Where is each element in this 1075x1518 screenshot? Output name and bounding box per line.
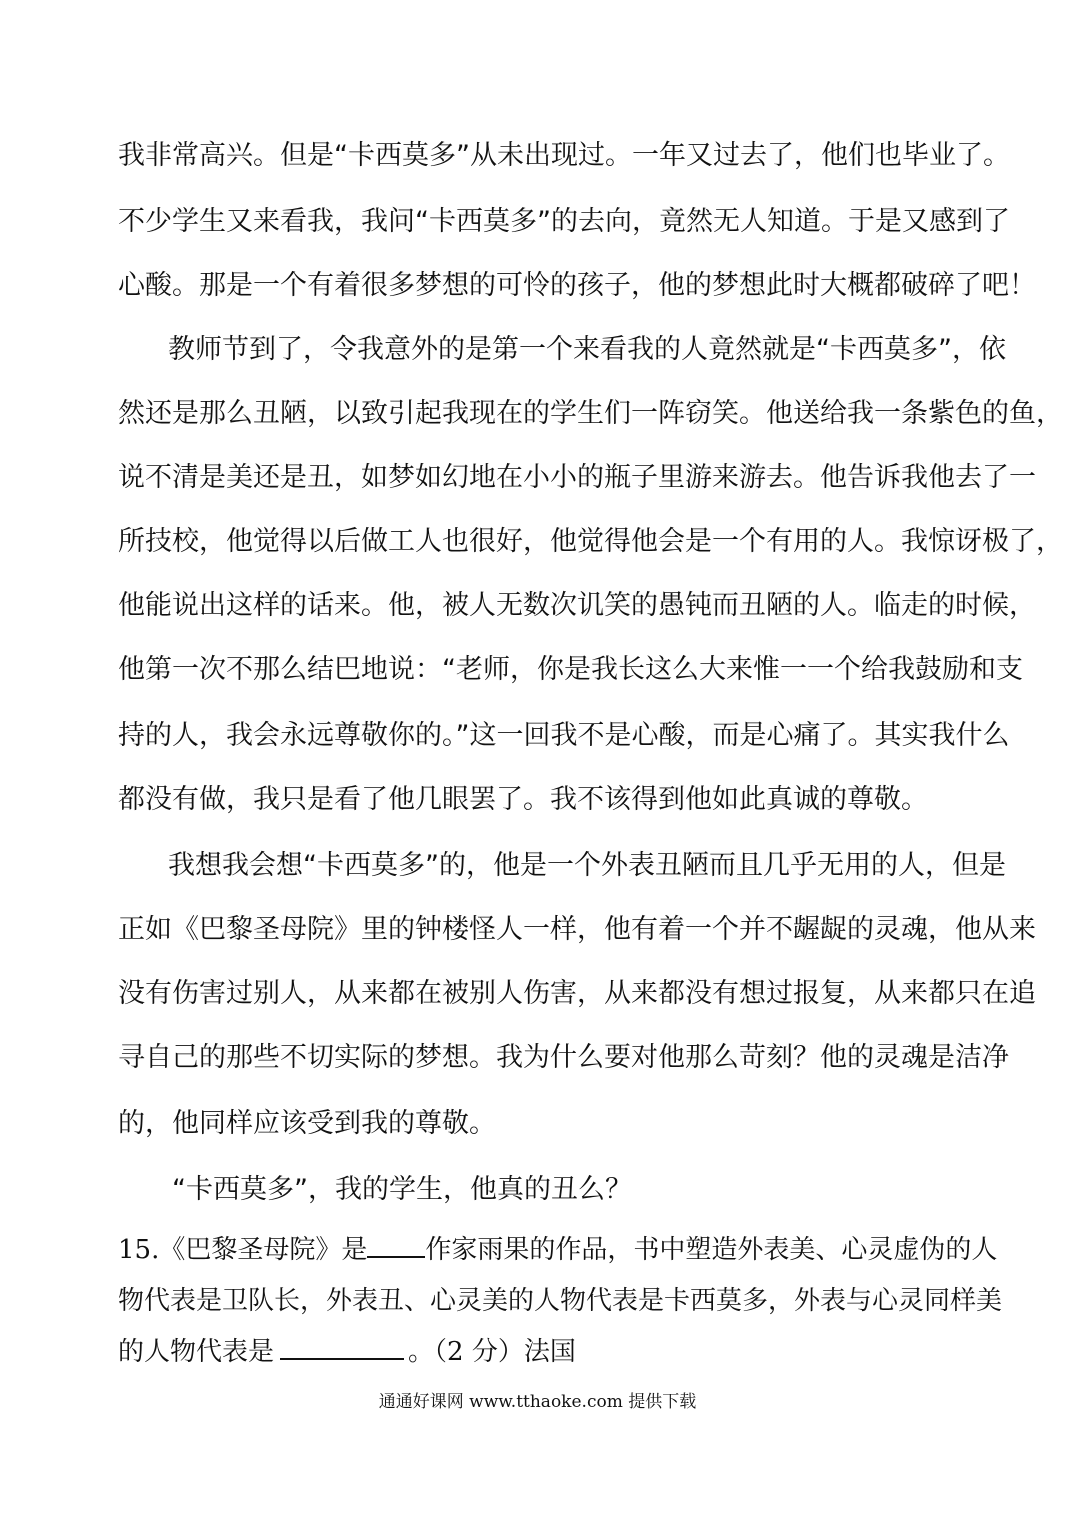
article-line-5: 然还是那么丑陋，以致引起我现在的学生们一阵窃笑。他送给我一条紫色的鱼，: [118, 398, 1063, 429]
article-line-15: 寻自己的那些不切实际的梦想。我为什么要对他那么苛刻？他的灵魂是洁净: [118, 1042, 1009, 1073]
article-line-4: 教师节到了，令我意外的是第一个来看我的人竟然就是“卡西莫多”，依: [168, 334, 1006, 365]
question-text-before-blank-1: 15.《巴黎圣母院》是: [118, 1235, 368, 1265]
article-line-14: 没有伤害过别人，从来都在被别人伤害，从来都没有想过报复，从来都只在追: [118, 978, 1036, 1009]
article-line-16: 的，他同样应该受到我的尊敬。: [118, 1108, 496, 1139]
article-line-10: 持的人，我会永远尊敬你的。”这一回我不是心酸，而是心痛了。其实我什么: [118, 720, 1010, 751]
article-line-17: “卡西莫多”，我的学生，他真的丑么？: [172, 1174, 632, 1205]
article-line-7: 所技校，他觉得以后做工人也很好，他觉得他会是一个有用的人。我惊讶极了，: [118, 526, 1063, 557]
article-line-6: 说不清是美还是丑，如梦如幻地在小小的瓶子里游来游去。他告诉我他去了一: [118, 462, 1036, 493]
question-line-2: 物代表是卫队长，外表丑、心灵美的人物代表是卡西莫多，外表与心灵同样美: [118, 1286, 1003, 1316]
question-text-after-blank-1: 作家雨果的作品，书中塑造外表美、心灵虚伪的人: [425, 1235, 998, 1265]
question-line-3: [118, 1334, 958, 1370]
question-text-before-blank-2: 的人物代表是: [118, 1337, 275, 1367]
answer-blank-2: [280, 1334, 404, 1360]
question-text-after-blank-2: 。（2 分）法国: [408, 1337, 576, 1367]
article-line-11: 都没有做，我只是看了他几眼罢了。我不该得到他如此真诚的尊敬。: [118, 784, 928, 815]
article-line-12: 我想我会想“卡西莫多”的，他是一个外表丑陋而且几乎无用的人，但是: [168, 850, 1006, 881]
article-line-13: 正如《巴黎圣母院》里的钟楼怪人一样，他有着一个并不龌龊的灵魂，他从来: [118, 914, 1036, 945]
article-line-9: 他第一次不那么结巴地说：“老师，你是我长这么大来惟一一个给我鼓励和支: [118, 654, 1023, 685]
question-line-1: [118, 1232, 998, 1268]
article-line-2: 不少学生又来看我，我问“卡西莫多”的去向，竟然无人知道。于是又感到了: [118, 206, 1010, 237]
answer-blank-1: [367, 1232, 425, 1258]
article-line-1: 我非常高兴。但是“卡西莫多”从未出现过。一年又过去了，他们也毕业了。: [118, 140, 1010, 171]
article-line-3: 心酸。那是一个有着很多梦想的可怜的孩子，他的梦想此时大概都破碎了吧！: [118, 270, 1036, 301]
article-line-8: 他能说出这样的话来。他，被人无数次讥笑的愚钝而丑陋的人。临走的时候，: [118, 590, 1036, 621]
page-footer: 通通好课网 www.tthaoke.com 提供下载: [378, 1392, 697, 1412]
